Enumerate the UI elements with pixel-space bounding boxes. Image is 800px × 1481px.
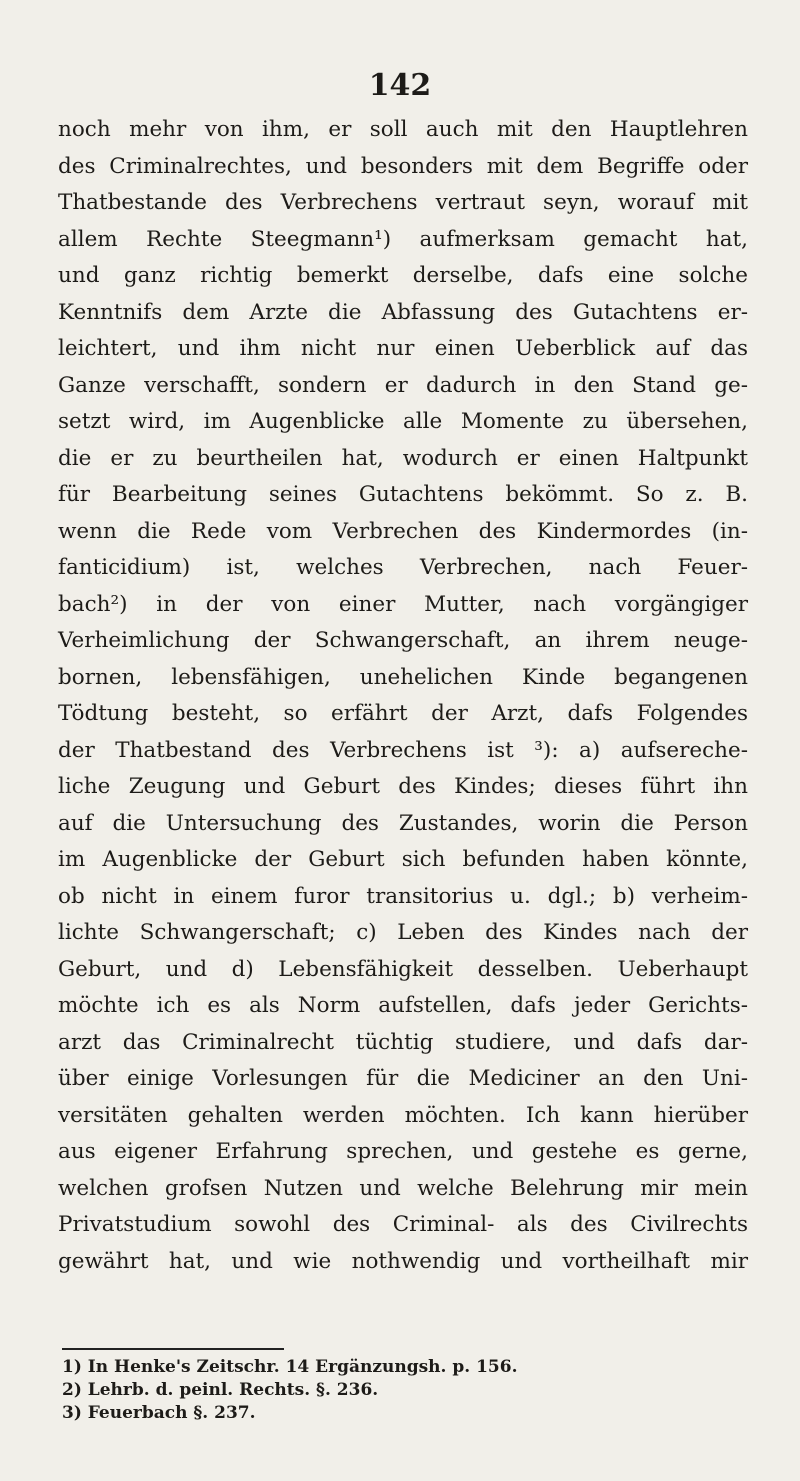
text-line: fanticidium) ist, welches Verbrechen, nach Feuer- (58, 555, 748, 580)
footnote-3: 3) Feuerbach §. 237. (62, 1403, 256, 1423)
text-line: Verheimlichung der Schwangerschaft, an ihrem neuge- (58, 628, 748, 653)
text-line: welchen grofsen Nutzen und welche Belehrung mir mein (58, 1175, 748, 1201)
text-line: des Criminalrechtes, und besonders mit dem Begriffe oder (58, 153, 748, 179)
text-line: über einige Vorlesungen für die Mediciner an den Uni- (58, 1066, 748, 1091)
text-line: der Thatbestand des Verbrechens ist ³): a) aufsereche- (58, 737, 748, 763)
text-line: arzt das Criminalrecht tüchtig studiere, und dafs dar- (58, 1029, 748, 1055)
footnote-1: 1) In Henke's Zeitschr. 14 Ergänzungsh. p. 156. (62, 1357, 518, 1377)
footnote-2: 2) Lehrb. d. peinl. Rechts. §. 236. (62, 1380, 379, 1400)
text-line: Kenntnifs dem Arzte die Abfassung des Gutachtens er- (58, 299, 748, 325)
body-text (58, 112, 748, 1280)
page-number: 142 (368, 68, 432, 103)
text-line: und ganz richtig bemerkt derselbe, dafs eine solche (58, 263, 748, 288)
text-line: für Bearbeitung seines Gutachtens bekömmt. So z. B. (58, 482, 748, 507)
footnote-rule (62, 1348, 284, 1350)
text-line: Thatbestande des Verbrechens vertraut seyn, worauf mit (58, 190, 748, 215)
text-line: bornen, lebensfähigen, unehelichen Kinde begangenen (58, 664, 748, 690)
text-line: wenn die Rede vom Verbrechen des Kindermordes (in- (58, 518, 748, 544)
text-line: die er zu beurtheilen hat, wodurch er einen Haltpunkt (58, 445, 748, 471)
text-line: Tödtung besteht, so erfährt der Arzt, dafs Folgendes (58, 701, 748, 726)
text-line: lichte Schwangerschaft; c) Leben des Kindes nach der (58, 920, 748, 945)
footnotes (62, 1356, 562, 1425)
text-line: versitäten gehalten werden möchten. Ich kann hierüber (58, 1102, 748, 1128)
text-line: aus eigener Erfahrung sprechen, und gestehe es gerne, (58, 1139, 748, 1164)
text-line: allem Rechte Steegmann¹) aufmerksam gemacht hat, (58, 226, 748, 252)
text-line: setzt wird, im Augenblicke alle Momente zu übersehen, (58, 409, 748, 434)
text-line: Privatstudium sowohl des Criminal- als des Civilrechts (58, 1212, 748, 1237)
text-line: ob nicht in einem furor transitorius u. dgl.; b) verheim- (58, 883, 748, 909)
text-line: noch mehr von ihm, er soll auch mit den Hauptlehren (58, 117, 748, 142)
text-line: liche Zeugung und Geburt des Kindes; dieses führt ihn (58, 774, 748, 799)
text-line: leichtert, und ihm nicht nur einen Ueberblick auf das (58, 336, 748, 361)
text-line: gewährt hat, und wie nothwendig und vortheilhaft mir (58, 1248, 748, 1274)
text-line: Geburt, und d) Lebensfähigkeit desselben. Ueberhaupt (58, 956, 748, 982)
text-line: Ganze verschafft, sondern er dadurch in den Stand ge- (58, 372, 748, 398)
text-line: auf die Untersuchung des Zustandes, worin die Person (58, 810, 748, 836)
text-line: möchte ich es als Norm aufstellen, dafs jeder Gerichts- (58, 993, 748, 1018)
text-line: im Augenblicke der Geburt sich befunden haben könnte, (58, 847, 748, 872)
text-line: bach²) in der von einer Mutter, nach vorgängiger (58, 591, 748, 617)
